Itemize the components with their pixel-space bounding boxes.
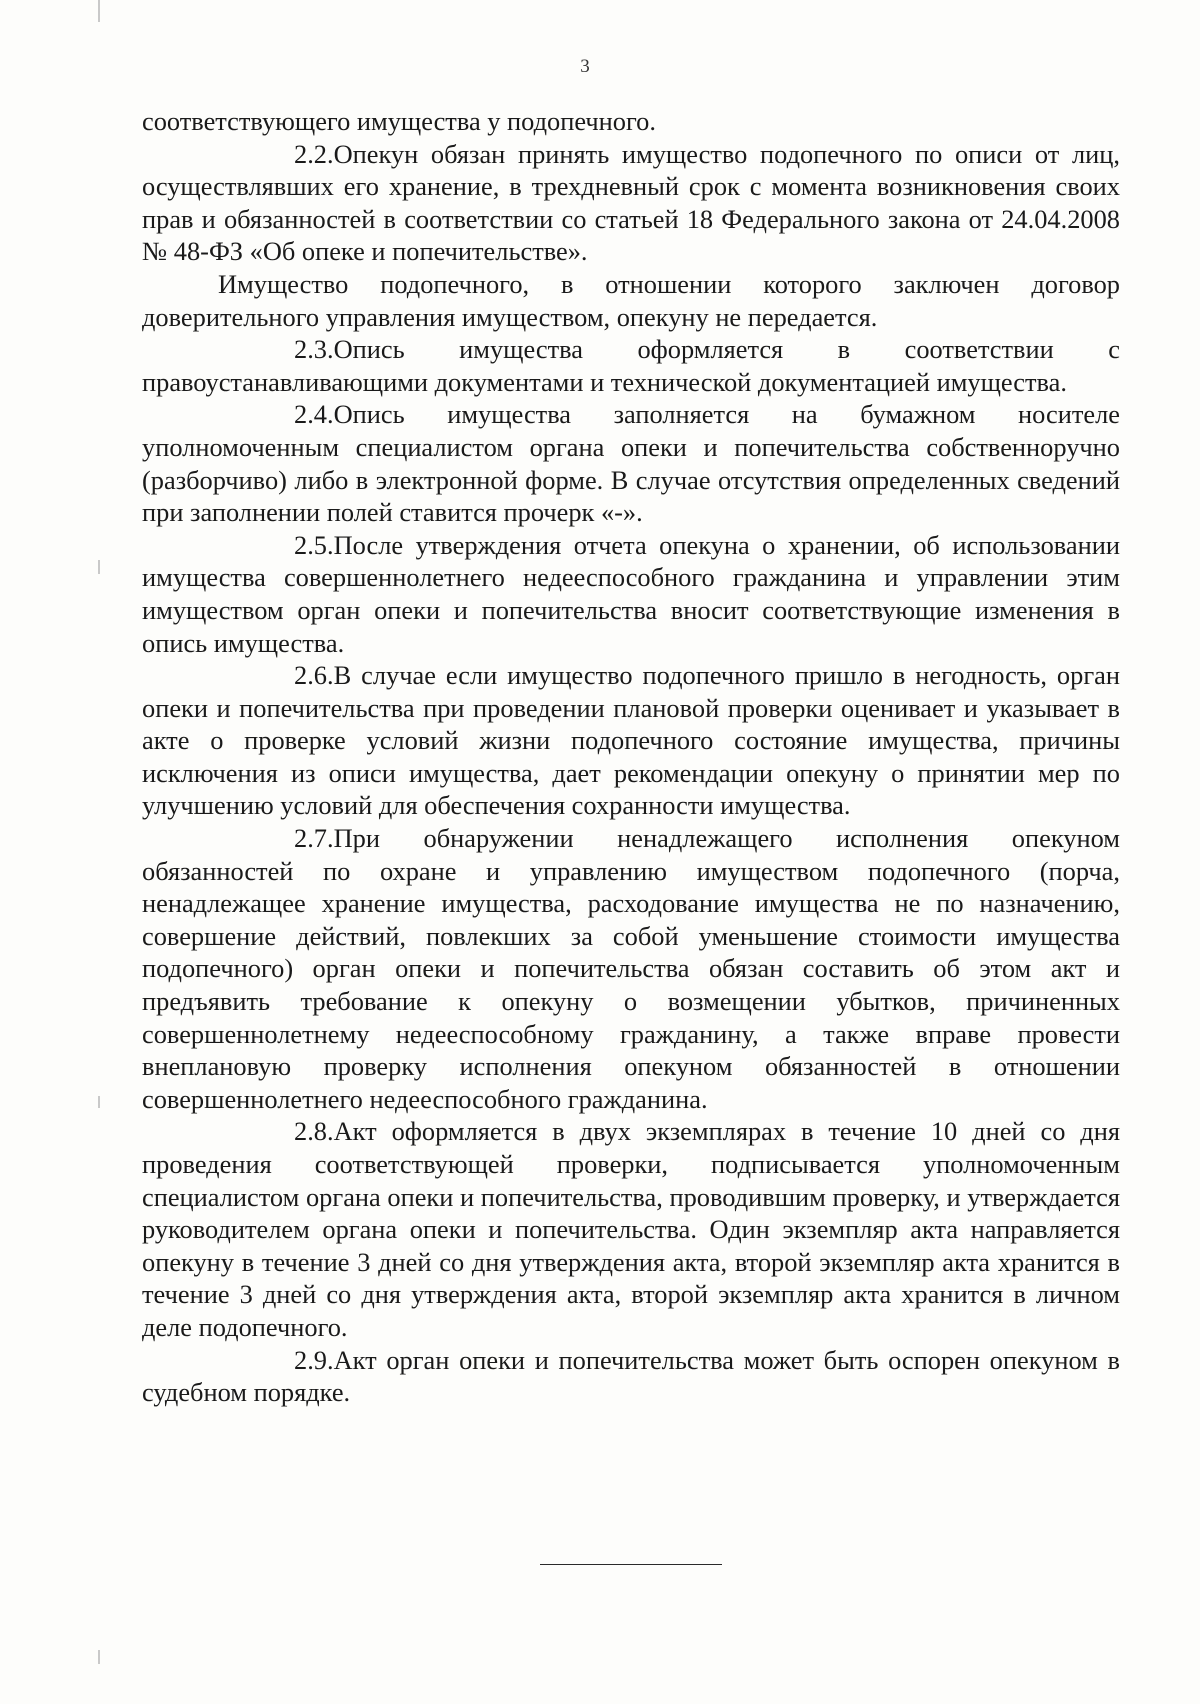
paragraph-2-8 bbox=[142, 1115, 1120, 1343]
paragraph-text: После утверждения отчета опекуна о хранении, об использовании имущества совершеннолетнего недееспособного гражданина и управлении этим имуществом орган опеки и попечительства вносит соответствующие изменения в опись имущества. bbox=[142, 529, 1120, 658]
paragraph-2-6 bbox=[142, 659, 1120, 822]
paragraph-number: 2.9. bbox=[294, 1344, 334, 1375]
paragraph-number: 2.3. bbox=[294, 334, 334, 365]
paragraph-number: 2.5. bbox=[294, 529, 334, 560]
paragraph-text: Имущество подопечного, в отношении которого заключен договор доверительного управления имуществом, опекуну не передается. bbox=[142, 268, 1120, 332]
scan-edge-mark bbox=[98, 0, 100, 22]
paragraph-text: Опекун обязан принять имущество подопечного по описи от лиц, осуществлявших его хранение, в трехдневный срок с момента возникновения своих прав и обязанностей в соответствии со статьей 18 Федерального закона от 24.04.2008 № 48-ФЗ «Об опеке и попечительстве». bbox=[142, 138, 1120, 267]
paragraph-text: В случае если имущество подопечного пришло в негодность, орган опеки и попечительства при проведении плановой проверки оценивает и указывает в акте о проверке условий жизни подопечного состояние имущества, причины исключения из описи имущества, дает рекомендации опекуну о принятии мер по улучшению условий для обеспечения сохранности имущества. bbox=[142, 660, 1120, 821]
scan-edge-mark bbox=[98, 560, 100, 574]
document-body bbox=[142, 105, 1120, 1409]
paragraph-text: соответствующего имущества у подопечного. bbox=[142, 106, 656, 136]
paragraph-2-2 bbox=[142, 138, 1120, 268]
paragraph-2-5 bbox=[142, 529, 1120, 659]
scan-edge-mark bbox=[98, 1096, 100, 1108]
paragraph-2-3 bbox=[142, 333, 1120, 398]
paragraph-2-7 bbox=[142, 822, 1120, 1115]
paragraph-text: Акт оформляется в двух экземплярах в течение 10 дней со дня проведения соответствующей проверки, подписывается уполномоченным специалистом органа опеки и попечительства, проводившим проверку, и утверждается руководителем органа опеки и попечительства. Один экземпляр акта направляется опекуну в течение 3 дней со дня утверждения акта, второй экземпляр акта хранится в течение 3 дней со дня утверждения акта, второй экземпляр акта хранится в личном деле подопечного. bbox=[142, 1116, 1120, 1342]
paragraph-number: 2.2. bbox=[294, 138, 334, 169]
paragraph-text: Опись имущества заполняется на бумажном носителе уполномоченным специалистом органа опеки и попечительства собственноручно (разборчиво) либо в электронной форме. В случае отсутствия определенных сведений при заполнении полей ставится прочерк «-». bbox=[142, 399, 1120, 528]
paragraph-2-4 bbox=[142, 398, 1120, 528]
paragraph-text: Акт орган опеки и попечительства может быть оспорен опекуном в судебном порядке. bbox=[142, 1344, 1120, 1408]
end-of-document-rule bbox=[540, 1564, 722, 1565]
paragraph-text: Опись имущества оформляется в соответствии с правоустанавливающими документами и технической документацией имущества. bbox=[142, 334, 1120, 397]
paragraph-number: 2.6. bbox=[294, 660, 334, 691]
paragraph-text: При обнаружении ненадлежащего исполнения опекуном обязанностей по охране и управлению имуществом подопечного (порча, ненадлежащее хранение имущества, расходование имущества не по назначению, совершение действий, повлекших за собой уменьшение стоимости имущества подопечного) орган опеки и попечительства обязан составить об этом акт и предъявить требование к опекуну о возмещении убытков, причиненных совершеннолетнему недееспособному гражданину, а также вправе провести внеплановую проверку исполнения опекуном обязанностей в отношении совершеннолетнего недееспособного гражданина. bbox=[142, 823, 1120, 1114]
paragraph-continuation bbox=[142, 105, 1120, 138]
scan-edge-mark bbox=[98, 1650, 100, 1664]
paragraph-2-2-note bbox=[142, 268, 1120, 333]
paragraph-number: 2.4. bbox=[294, 399, 334, 430]
paragraph-number: 2.7. bbox=[294, 823, 334, 854]
paragraph-number: 2.8. bbox=[294, 1116, 334, 1147]
page-number: 3 bbox=[580, 56, 590, 77]
paragraph-2-9 bbox=[142, 1344, 1120, 1409]
